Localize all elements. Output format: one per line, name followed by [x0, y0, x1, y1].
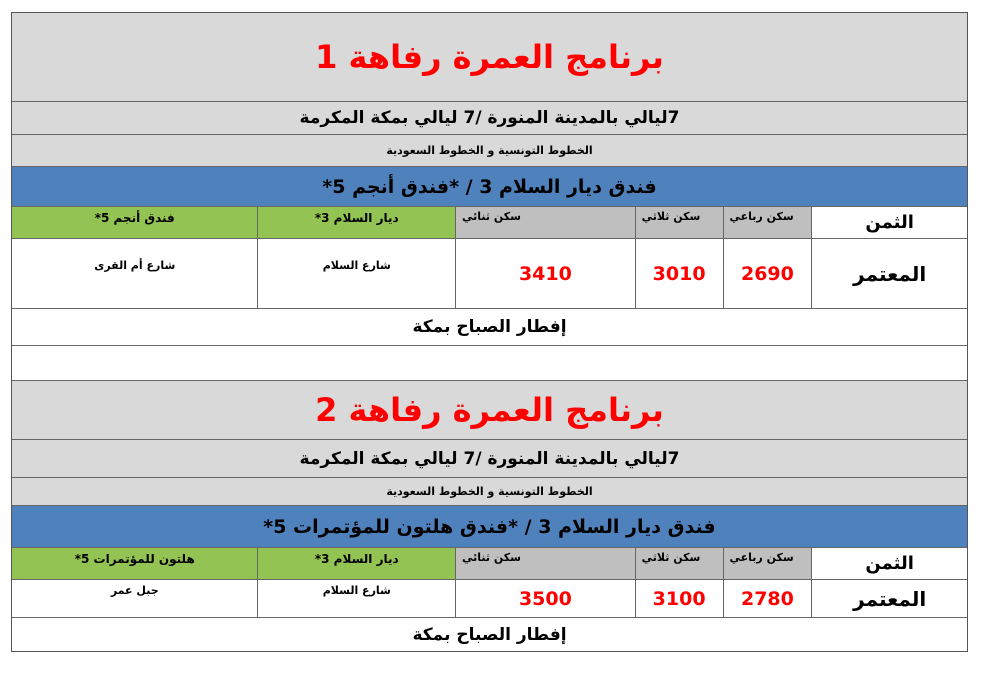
program2-subtitle-row — [12, 440, 967, 478]
program1-hotel1-street: شارع السلام — [322, 259, 391, 272]
program1-airlines-row — [12, 135, 967, 167]
program1-hotel2-street-cell — [12, 239, 257, 308]
program1-hotels-line: فندق ديار السلام 3 / *فندق أنجم 5* — [322, 175, 657, 198]
program2-breakfast: إفطار الصباح بمكة — [412, 624, 567, 645]
program1-title: برنامج العمرة رفاهة 1 — [315, 38, 664, 76]
program2-hotel2-header: هلتون للمؤتمرات 5* — [12, 548, 257, 579]
program2-title: برنامج العمرة رفاهة 2 — [315, 391, 664, 429]
program1-subtitle-row — [12, 102, 967, 135]
program1-triple-price: 3010 — [652, 262, 706, 285]
program1-subtitle: 7ليالي بالمدينة المنورة /7 ليالي بمكة المكرمة — [299, 108, 680, 128]
program2-double-price: 3500 — [518, 587, 572, 610]
program2-double-price-cell — [455, 580, 635, 617]
program1-hotels-row — [12, 167, 967, 207]
program1-triple-header: سكن ثلاثي — [635, 207, 723, 238]
program1-row-label-cell — [811, 239, 967, 308]
program1-hotel1-street-cell — [257, 239, 455, 308]
program1-double-price-cell — [455, 239, 635, 308]
program2-quad-price-cell — [723, 580, 812, 617]
program1-double-header: سكن ثنائي — [455, 207, 635, 238]
program1-airlines: الخطوط التونسية و الخطوط السعودية — [386, 144, 593, 157]
program2-hotel2-street: جبل عمر — [110, 584, 159, 597]
program2-double-header: سكن ثنائي — [455, 548, 635, 579]
program2-price-row — [12, 580, 967, 618]
program2-hotels-line: فندق ديار السلام 3 / *فندق هلتون للمؤتمرات 5* — [263, 515, 716, 538]
program2-price-label: الثمن — [865, 553, 914, 574]
program1-hotel2-street: شارع أم القرى — [94, 259, 176, 272]
program1-breakfast-row — [12, 309, 967, 346]
spacer-row — [12, 346, 967, 381]
program1-quad-header: سكن رباعي — [723, 207, 812, 238]
program2-hotels-row — [12, 506, 967, 548]
umrah-programs-sheet — [11, 12, 968, 652]
program1-price-row — [12, 239, 967, 309]
program2-quad-header: سكن رباعي — [723, 548, 812, 579]
program2-row-label-cell — [811, 580, 967, 617]
program2-airlines: الخطوط التونسية و الخطوط السعودية — [386, 485, 593, 498]
program2-hotel1-header: ديار السلام 3* — [257, 548, 455, 579]
program1-price-label-cell — [811, 207, 967, 238]
program2-quad-price: 2780 — [740, 587, 794, 610]
program1-breakfast: إفطار الصباح بمكة — [412, 317, 567, 337]
program2-header-row — [12, 548, 967, 580]
program1-price-label: الثمن — [865, 212, 914, 233]
program1-quad-price-cell — [723, 239, 812, 308]
program2-price-label-cell — [811, 548, 967, 579]
program1-quad-price: 2690 — [740, 262, 794, 285]
program1-hotel2-header: فندق أنجم 5* — [12, 207, 257, 238]
program1-hotel1-header: ديار السلام 3* — [257, 207, 455, 238]
program2-triple-price-cell — [635, 580, 723, 617]
program2-breakfast-row — [12, 618, 967, 651]
program1-double-price: 3410 — [518, 262, 572, 285]
program2-airlines-row — [12, 478, 967, 506]
program1-header-row — [12, 207, 967, 239]
program1-row-label: المعتمر — [853, 261, 927, 286]
program2-triple-price: 3100 — [652, 587, 706, 610]
program2-hotel2-street-cell — [12, 580, 257, 617]
program1-triple-price-cell — [635, 239, 723, 308]
program1-title-row — [12, 13, 967, 102]
program2-row-label: المعتمر — [853, 586, 927, 611]
program2-hotel1-street-cell — [257, 580, 455, 617]
program2-triple-header: سكن ثلاثي — [635, 548, 723, 579]
program2-title-row — [12, 381, 967, 440]
program2-subtitle: 7ليالي بالمدينة المنورة /7 ليالي بمكة المكرمة — [299, 448, 680, 469]
program2-hotel1-street: شارع السلام — [322, 584, 391, 597]
